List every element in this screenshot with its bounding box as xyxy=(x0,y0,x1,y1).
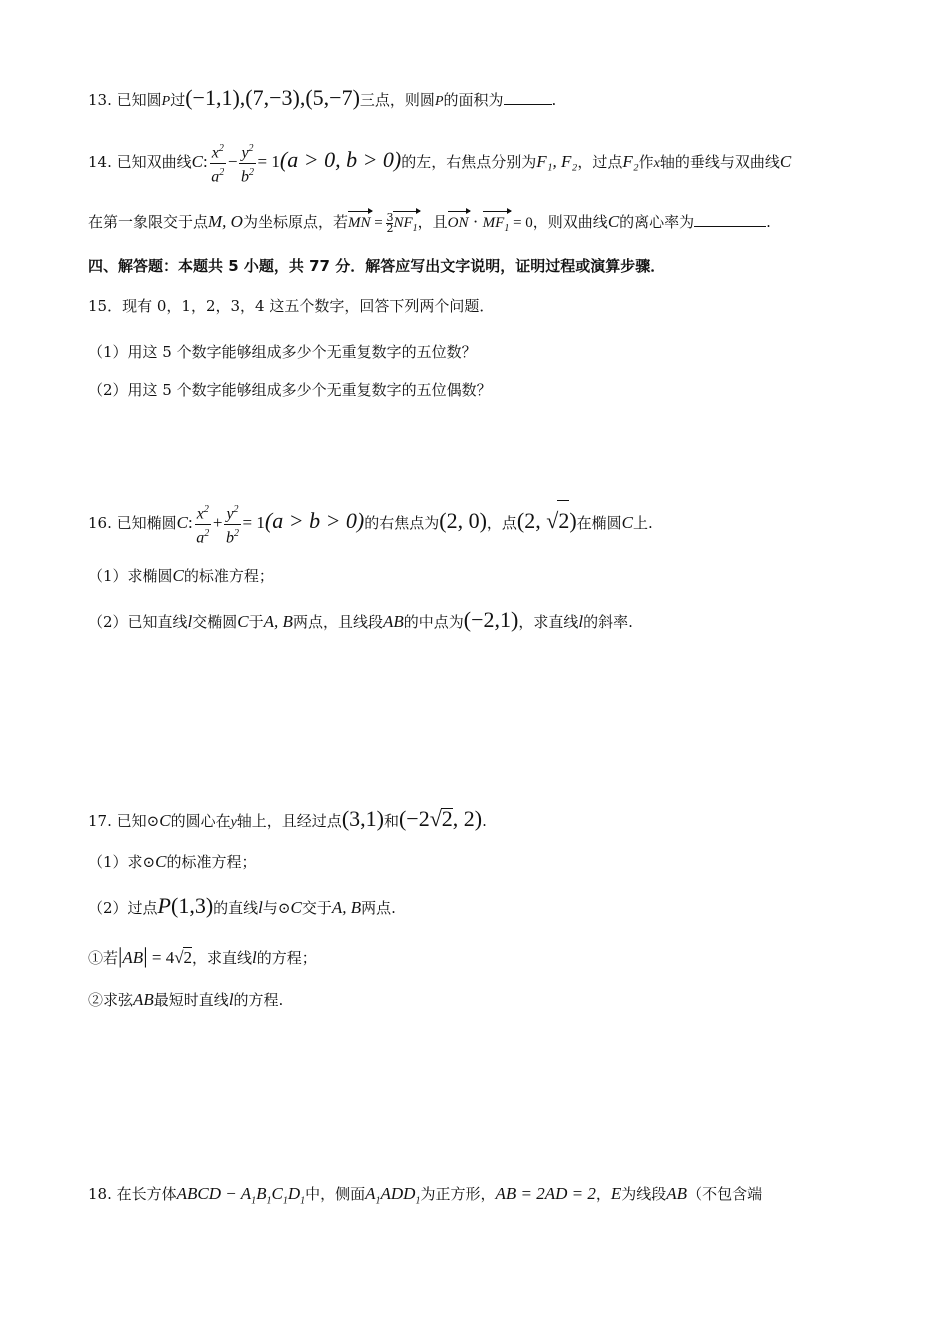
q16-line1: 16. 已知椭圆C: $\frac{x^2}{a^2}$ + $\frac{y^2}{b^2}$ = 1(a > b > 0)的右焦点为(2, 0)，点(2, √2)在椭圆C上. xyxy=(88,500,653,547)
q15-part2: （2）用这 5 个数字能够组成多少个无重复数字的五位偶数？ xyxy=(88,381,492,399)
q15-part1: （1）用这 5 个数字能够组成多少个无重复数字的五位数？ xyxy=(88,343,477,361)
q13-line: 13. 已知圆P过(−1,1),(7,−3),(5,−7)三点，则圆P的面积为 . xyxy=(88,85,557,110)
q17-line1: 17. 已知⊙C的圆心在y轴上，且经过点(3,1)和(−2√2, 2). xyxy=(88,806,487,831)
q18-line1: 18. 在长方体ABCD − $A_1B_1C_1D_1$中，侧面$A_1ADD_1$为正方形，AB = 2AD = 2，E为线段AB（不包含端 xyxy=(88,1184,763,1207)
q14-answer-blank[interactable] xyxy=(694,212,766,227)
q14-line1: 14. 已知双曲线C: $\frac{x^2}{a^2}$ − $\frac{y^2}{b^2}$ = 1(a > 0, b > 0)的左，右焦点分别为F₁, F₂，过点F₂作x轴的垂线与双曲线C xyxy=(88,140,791,186)
q14-line2: 在第一象限交于点M, O为坐标原点，若MN = $\frac{3}{2}$ $NF_1$，且ON · $MF_1 = 0$，则双曲线C的离心率为 . xyxy=(88,212,771,239)
q15-head: 15．现有 0，1，2，3，4 这五个数字，回答下列两个问题． xyxy=(88,297,495,315)
q17-part1: （1）求⊙C的标准方程； xyxy=(88,852,257,871)
q17-case1: ①若|AB| = 4√2，求直线l的方程； xyxy=(88,943,317,968)
q13-answer-blank[interactable] xyxy=(504,90,552,105)
q17-case2: ②求弦AB最短时直线l的方程. xyxy=(88,990,284,1009)
section4-header: 四、解答题：本题共 5 小题，共 77 分．解答应写出文字说明，证明过程或演算步骤． xyxy=(88,257,666,275)
q16-part2: （2）已知直线l交椭圆C于A, B两点，且线段AB的中点为(−2,1)，求直线l的斜率. xyxy=(88,607,633,632)
q16-part1: （1）求椭圆C的标准方程； xyxy=(88,566,274,585)
q17-part2: （2）过点P(1,3)的直线l与⊙C交于A, B两点. xyxy=(88,893,396,918)
